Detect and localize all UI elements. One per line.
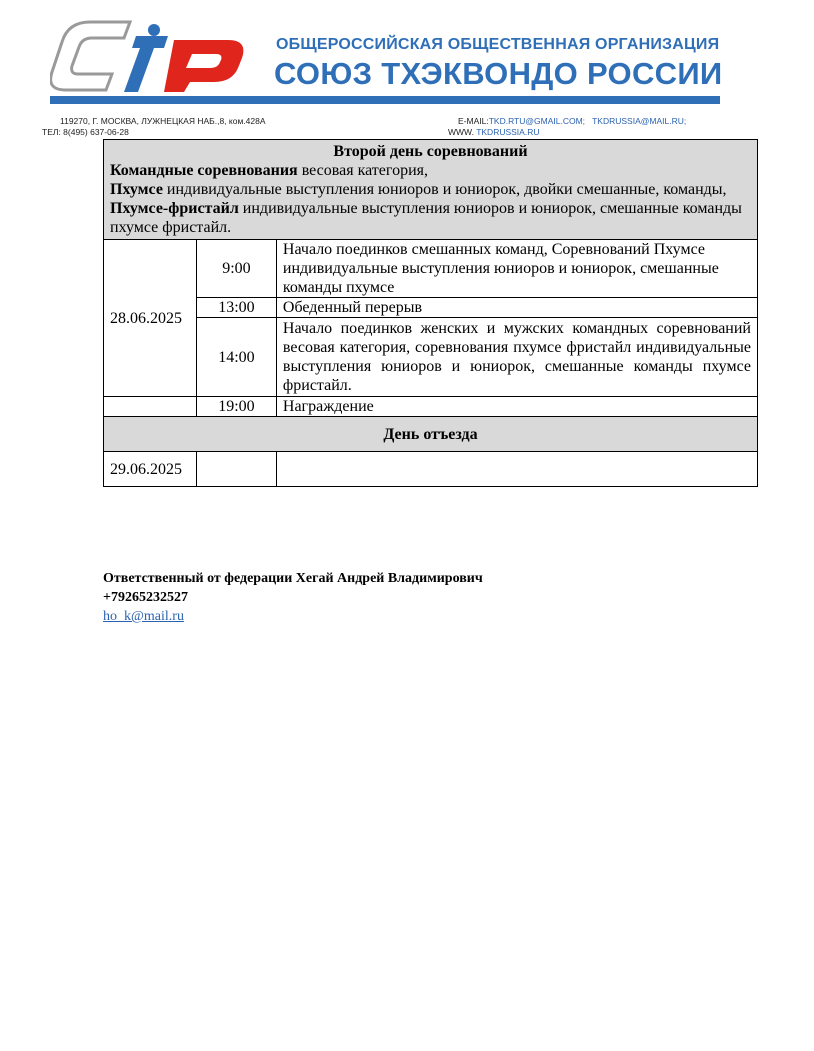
contact-phone: +79265232527 [103, 590, 188, 605]
header-divider [50, 96, 720, 104]
event-cell: Начало поединков женских и мужских командных соревнований весовая категория, соревнования пхумсе фристайл индивидуальные выступления юниоров и юниорок, смешанные команды пхумсе фристайл. [276, 318, 757, 397]
date-cell-1: 28.06.2025 [104, 240, 197, 397]
intro-line-2 [110, 180, 751, 199]
table-row [104, 452, 758, 487]
email-link-2[interactable]: TKDRUSSIA@MAIL.RU; [592, 116, 687, 126]
empty-date-cell [104, 397, 197, 417]
www-line [448, 127, 539, 137]
website-link[interactable]: TKDRUSSIA.RU [476, 127, 540, 137]
intro-bold-2: Пхумсе [110, 181, 163, 198]
event-cell: Обеденный перерыв [276, 298, 757, 318]
time-cell: 19:00 [196, 397, 276, 417]
intro-text-1: весовая категория, [297, 162, 428, 179]
departure-header-row [104, 417, 758, 452]
intro-text-2: индивидуальные выступления юниоров и юниорок, двойки смешанные, команды, [162, 181, 727, 198]
org-title: СОЮЗ ТХЭКВОНДО РОССИИ [274, 56, 723, 91]
event-cell: Начало поединков смешанных команд, Соревнований Пхумсе индивидуальные выступления юниоров и юниорок, смешанные команды пхумсе [276, 240, 757, 298]
day2-header-cell [104, 140, 758, 240]
empty-event-cell [276, 452, 757, 487]
empty-time-cell [196, 452, 276, 487]
day2-header-row [104, 140, 758, 240]
event-cell: Награждение [276, 397, 757, 417]
org-subtitle: ОБЩЕРОССИЙСКАЯ ОБЩЕСТВЕННАЯ ОРГАНИЗАЦИЯ [276, 36, 720, 53]
address-text: 119270, Г. МОСКВА, ЛУЖНЕЦКАЯ НАБ.,8, ком.428А [60, 116, 266, 126]
time-cell: 13:00 [196, 298, 276, 318]
email-link-1[interactable]: TKD.RTU@GMAIL.COM; [488, 116, 586, 126]
email-label: E-MAIL: [458, 116, 489, 126]
time-cell: 9:00 [196, 240, 276, 298]
www-label: WWW. [448, 127, 474, 137]
table-row [104, 298, 758, 318]
contact-email-link[interactable]: ho_k@mail.ru [103, 609, 184, 624]
time-cell: 14:00 [196, 318, 276, 397]
table-row [104, 240, 758, 298]
table-row [104, 318, 758, 397]
intro-text-3: индивидуальные выступления юниоров и юниорок, смешанные команды пхумсе фристайл. [110, 200, 742, 236]
day2-title: Второй день соревнований [333, 143, 528, 160]
departure-title: День отъезда [104, 417, 758, 452]
ctr-logo [50, 18, 250, 92]
responsible-person: Ответственный от федерации Хегай Андрей Владимирович [103, 571, 483, 586]
intro-line-3 [110, 199, 751, 237]
date-cell-2: 29.06.2025 [104, 452, 197, 487]
intro-bold-3: Пхумсе-фристайл [110, 200, 239, 217]
contact-block [103, 569, 483, 626]
intro-line-1 [110, 161, 751, 180]
table-row [104, 397, 758, 417]
schedule-table [103, 139, 758, 487]
phone-text: ТЕЛ: 8(495) 637-06-28 [42, 127, 129, 137]
intro-bold-1: Командные соревнования [110, 162, 298, 179]
email-line [458, 116, 686, 126]
